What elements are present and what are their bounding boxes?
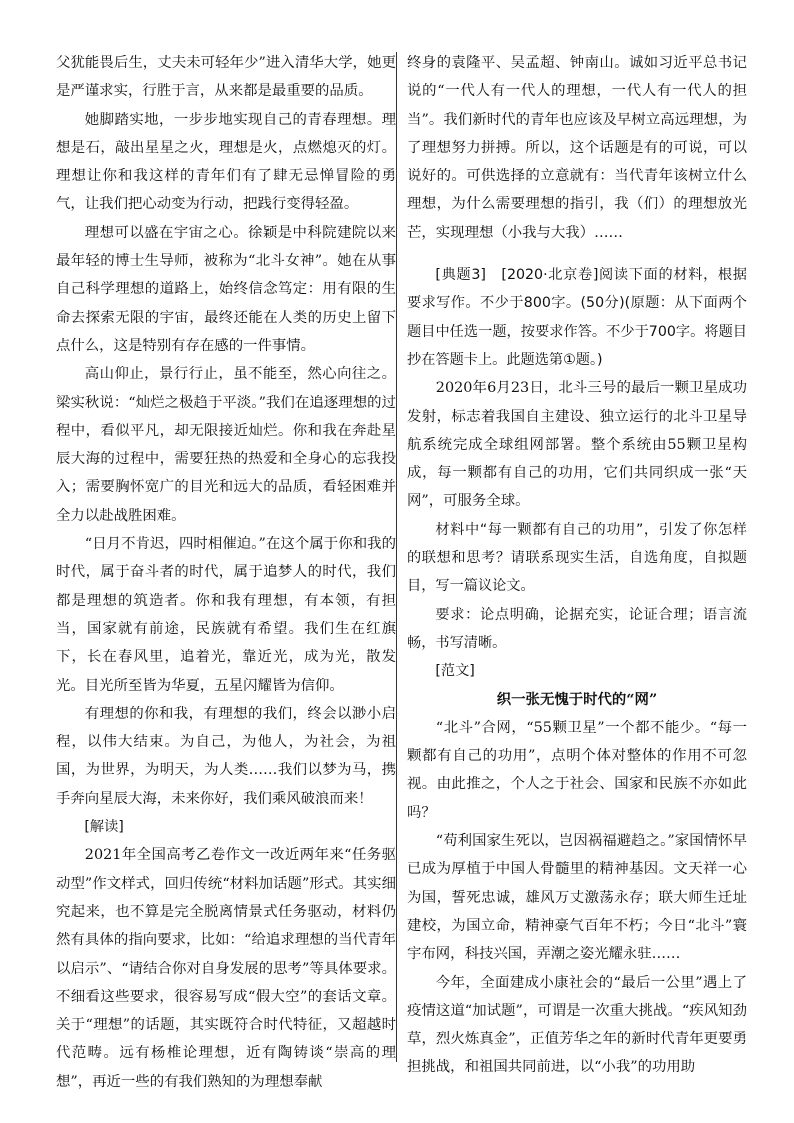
question-prompt: [典题3] [2020·北京卷]阅读下面的材料，根据要求写作。不少于800字。(50分)(原题：从下面两个题目中任选一题，按要求作答。不少于700字。将题目抄在答题卡上。此题选第①题。) xyxy=(407,267,747,368)
left-column xyxy=(56,49,396,1096)
paragraph: “日月不肯迟，四时相催迫。”在这个属于你和我的时代，属于奋斗者的时代，属于追梦人的时代，我们都是理想的筑造者。你和我有理想，有本领，有担当，国家就有前途，民族就有希望。我们生在红旗下，长在春风里，追着光，靠近光，成为光，散发光。目光所至皆为华夏，五星闪耀皆为信仰。 xyxy=(56,536,396,694)
material-paragraph: 2020年6月23日，北斗三号的最后一颗卫星成功发射，标志着我国自主建设、独立运行的北斗卫星导航系统完成全球组网部署。整个系统由55颗卫星构成，每一颗都有自己的功用，它们共同织成一张“天网”，可服务全球。 xyxy=(407,380,747,510)
requirements-paragraph: 要求：论点明确，论据充实，论证合理；语言流畅，书写清晰。 xyxy=(407,606,747,651)
paragraph: “北斗”合网，“55颗卫星”一个都不能少。“每一颗都有自己的功用”，点明个体对整体的作用不可忽视。由此推之，个人之于社会、国家和民族不亦如此吗？ xyxy=(407,719,747,821)
paragraph: 有理想的你和我，有理想的我们，终会以渺小启程，以伟大结束。为自己，为他人，为社会，为祖国，为世界，为明天，为人类……我们以梦为马，携手奔向星辰大海，未来你好，我们乘风破浪而来！ xyxy=(56,705,396,807)
paragraph: 终身的袁隆平、吴孟超、钟南山。诚如习近平总书记说的“一代人有一代人的理想，一代人有一代人的担当”。我们新时代的青年也应该及早树立高远理想，为了理想努力拼搏。所以，这个话题是有的可说，可以说好的。可供选择的立意就有：当代青年该树立什么理想，为什么需要理想的指引，我（们）的理想放光芒，实现理想（小我与大我）…… xyxy=(407,55,747,241)
essay-title: 织一张无愧于时代的“网” xyxy=(496,690,658,708)
paragraph: 今年，全面建成小康社会的“最后一公里”遇上了疫情这道“加试题”，可谓是一次重大挑战。“疾风知劲草，烈火炼真金”，正值芳华之年的新时代青年更要勇担挑战，和祖国共同前进，以“小我”的功用助 xyxy=(407,974,747,1076)
analysis-label: [解读] xyxy=(84,819,124,836)
paragraph: 父犹能畏后生，丈夫未可轻年少”进入清华大学，她更是严谨求实，行胜于言，从来都是最重要的品质。 xyxy=(56,55,396,100)
column-divider xyxy=(396,52,397,1062)
question-paragraph: 材料中“每一颗都有自己的功用”，引发了你怎样的联想和思考？请联系现实生活，自选角度，自拟题目，写一篇议论文。 xyxy=(407,521,747,595)
right-column xyxy=(407,49,747,1082)
paragraph: “苟利国家生死以，岂因祸福避趋之。”家国情怀早已成为厚植于中国人骨髓里的精神基因。文天祥一心为国，誓死忠诚，雄风万丈激荡永存；联大师生迁址建校，为国立命，精神豪气百年不朽；今日“北斗”寰宇布网，科技兴国，弄潮之姿光耀永驻…… xyxy=(407,833,747,963)
paragraph: 她脚踏实地，一步步地实现自己的青春理想。理想是石，敲出星星之火，理想是火，点燃熄灭的灯。理想让你和我这样的青年们有了肆无忌惮冒险的勇气，让我们把心动变为行动，把践行变得轻盈。 xyxy=(56,111,396,213)
sample-label: [范文] xyxy=(435,663,475,680)
spacer xyxy=(407,247,747,261)
paragraph: 理想可以盛在宇宙之心。徐颖是中科院建院以来最年轻的博士生导师，被称为“北斗女神”。她在从事自己科学理想的道路上，始终信念笃定：用有限的生命去探索无限的宇宙，最终还能在人类的历史上留下点什么，这是特别有存在感的一件事情。 xyxy=(56,224,396,354)
paragraph: 高山仰止，景行行止，虽不能至，然心向往之。梁实秋说：“灿烂之极趋于平淡。”我们在追逐理想的过程中，看似平凡，却无限接近灿烂。你和我在奔赴星辰大海的过程中，需要狂热的热爱和全身心的忘我投入；需要胸怀宽广的目光和远大的品质，看轻困难并全力以赴战胜困难。 xyxy=(56,366,396,524)
paragraph: 2021年全国高考乙卷作文一改近两年来“任务驱动型”作文样式，回归传统“材料加话题”形式。其实细究起来，也不算是完全脱离情景式任务驱动，材料仍然有具体的指向要求，比如：“给追求理想的当代青年以启示”、“请结合你对自身发展的思考”等具体要求。不细看这些要求，很容易写成“假大空”的套话文章。关于“理想”的话题，其实既符合时代特征，又超越时代范畴。远有杨椎论理想，近有陶铸谈“崇高的理想”，再近一些的有我们熟知的为理想奉献 xyxy=(56,847,396,1090)
